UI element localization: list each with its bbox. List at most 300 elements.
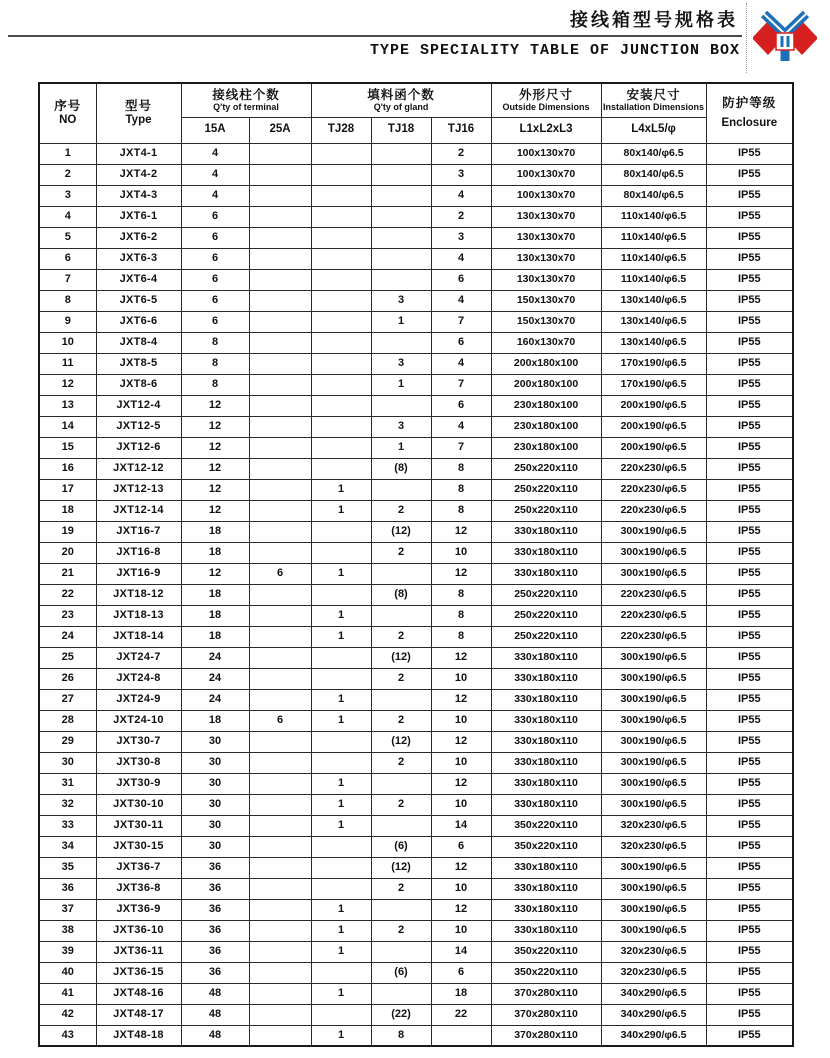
cell-tj16: 12 xyxy=(431,899,491,920)
cell-tj16: 7 xyxy=(431,374,491,395)
cell-enc: IP55 xyxy=(706,227,793,248)
cell-tj28 xyxy=(311,269,371,290)
table-row xyxy=(39,605,793,626)
cell-no: 20 xyxy=(39,542,96,563)
cell-t25a xyxy=(249,626,311,647)
title-divider xyxy=(8,35,742,37)
cell-t15a: 18 xyxy=(181,626,249,647)
cell-no: 37 xyxy=(39,899,96,920)
cell-enc: IP55 xyxy=(706,605,793,626)
table-row xyxy=(39,983,793,1004)
cell-t25a xyxy=(249,668,311,689)
cell-tj16: 8 xyxy=(431,500,491,521)
cell-out: 200x180x100 xyxy=(491,353,601,374)
cell-t25a xyxy=(249,311,311,332)
cell-tj16: 7 xyxy=(431,437,491,458)
cell-t15a: 48 xyxy=(181,1004,249,1025)
cell-t25a xyxy=(249,269,311,290)
cell-out: 250x220x110 xyxy=(491,500,601,521)
cell-type: JXT18-14 xyxy=(96,626,181,647)
cell-tj28 xyxy=(311,248,371,269)
table-row xyxy=(39,521,793,542)
cell-no: 12 xyxy=(39,374,96,395)
cell-type: JXT30-7 xyxy=(96,731,181,752)
cell-t25a xyxy=(249,878,311,899)
cell-t15a: 4 xyxy=(181,164,249,185)
table-row xyxy=(39,458,793,479)
cell-enc: IP55 xyxy=(706,836,793,857)
cell-type: JXT12-5 xyxy=(96,416,181,437)
table-row xyxy=(39,227,793,248)
col-header-install: 安装尺寸 Installation Dimensions xyxy=(601,83,706,117)
table-row xyxy=(39,143,793,164)
cell-tj16: 2 xyxy=(431,206,491,227)
cell-enc: IP55 xyxy=(706,206,793,227)
cell-type: JXT8-5 xyxy=(96,353,181,374)
cell-tj18 xyxy=(371,815,431,836)
cell-type: JXT6-1 xyxy=(96,206,181,227)
cell-type: JXT6-4 xyxy=(96,269,181,290)
cell-t25a xyxy=(249,836,311,857)
cell-t15a: 36 xyxy=(181,857,249,878)
cell-enc: IP55 xyxy=(706,731,793,752)
cell-out: 330x180x110 xyxy=(491,773,601,794)
cell-tj28 xyxy=(311,164,371,185)
cell-enc: IP55 xyxy=(706,626,793,647)
cell-t25a xyxy=(249,773,311,794)
cell-tj16: 8 xyxy=(431,584,491,605)
cell-type: JXT36-9 xyxy=(96,899,181,920)
cell-tj28 xyxy=(311,668,371,689)
cell-tj18: 2 xyxy=(371,500,431,521)
cell-t15a: 18 xyxy=(181,584,249,605)
cell-tj18: (12) xyxy=(371,857,431,878)
cell-ins: 220x230/φ6.5 xyxy=(601,479,706,500)
col-header-15a: 15A xyxy=(181,117,249,143)
cell-no: 39 xyxy=(39,941,96,962)
cell-out: 130x130x70 xyxy=(491,206,601,227)
cell-tj18: 2 xyxy=(371,668,431,689)
cell-out: 330x180x110 xyxy=(491,794,601,815)
cell-tj18 xyxy=(371,605,431,626)
cell-enc: IP55 xyxy=(706,164,793,185)
cell-tj28 xyxy=(311,647,371,668)
spec-table xyxy=(38,82,794,1047)
cell-no: 25 xyxy=(39,647,96,668)
cell-out: 330x180x110 xyxy=(491,710,601,731)
cell-t25a: 6 xyxy=(249,563,311,584)
cell-no: 22 xyxy=(39,584,96,605)
cell-t25a xyxy=(249,164,311,185)
cell-tj16: 10 xyxy=(431,668,491,689)
cell-tj28 xyxy=(311,521,371,542)
cell-tj28 xyxy=(311,416,371,437)
cell-tj28 xyxy=(311,857,371,878)
cell-tj16: 6 xyxy=(431,962,491,983)
cell-out: 230x180x100 xyxy=(491,416,601,437)
cell-tj16: 3 xyxy=(431,227,491,248)
cell-tj18 xyxy=(371,899,431,920)
cell-no: 15 xyxy=(39,437,96,458)
cell-out: 330x180x110 xyxy=(491,689,601,710)
cell-type: JXT4-2 xyxy=(96,164,181,185)
cell-type: JXT24-9 xyxy=(96,689,181,710)
cell-no: 1 xyxy=(39,143,96,164)
table-row xyxy=(39,584,793,605)
table-row xyxy=(39,500,793,521)
cell-ins: 300x190/φ6.5 xyxy=(601,920,706,941)
cell-out: 330x180x110 xyxy=(491,878,601,899)
cell-tj28: 1 xyxy=(311,605,371,626)
cell-no: 26 xyxy=(39,668,96,689)
company-logo xyxy=(746,3,822,73)
cell-enc: IP55 xyxy=(706,899,793,920)
cell-no: 10 xyxy=(39,332,96,353)
cell-tj28: 1 xyxy=(311,920,371,941)
cell-type: JXT24-10 xyxy=(96,710,181,731)
cell-t15a: 24 xyxy=(181,668,249,689)
cell-no: 31 xyxy=(39,773,96,794)
cell-enc: IP55 xyxy=(706,479,793,500)
cell-out: 130x130x70 xyxy=(491,248,601,269)
cell-t15a: 18 xyxy=(181,521,249,542)
cell-ins: 340x290/φ6.5 xyxy=(601,1004,706,1025)
cell-no: 13 xyxy=(39,395,96,416)
cell-tj16 xyxy=(431,1025,491,1046)
cell-no: 19 xyxy=(39,521,96,542)
cell-type: JXT48-17 xyxy=(96,1004,181,1025)
cell-tj28: 1 xyxy=(311,710,371,731)
cell-ins: 220x230/φ6.5 xyxy=(601,605,706,626)
cell-tj18: 8 xyxy=(371,1025,431,1046)
cell-t25a xyxy=(249,857,311,878)
cell-out: 100x130x70 xyxy=(491,164,601,185)
cell-no: 3 xyxy=(39,185,96,206)
cell-t25a xyxy=(249,647,311,668)
cell-t25a xyxy=(249,374,311,395)
cell-tj18: (12) xyxy=(371,521,431,542)
cell-tj18: 2 xyxy=(371,542,431,563)
cell-type: JXT16-7 xyxy=(96,521,181,542)
table-row xyxy=(39,269,793,290)
cell-tj16: 12 xyxy=(431,731,491,752)
cell-out: 230x180x100 xyxy=(491,395,601,416)
cell-ins: 110x140/φ6.5 xyxy=(601,227,706,248)
cell-type: JXT6-6 xyxy=(96,311,181,332)
cell-enc: IP55 xyxy=(706,857,793,878)
cell-t25a xyxy=(249,500,311,521)
cell-no: 9 xyxy=(39,311,96,332)
cell-no: 24 xyxy=(39,626,96,647)
cell-tj28 xyxy=(311,395,371,416)
cell-type: JXT36-7 xyxy=(96,857,181,878)
cell-tj28 xyxy=(311,1004,371,1025)
cell-ins: 340x290/φ6.5 xyxy=(601,1025,706,1046)
cell-tj18: (8) xyxy=(371,458,431,479)
cell-t15a: 12 xyxy=(181,479,249,500)
table-row xyxy=(39,815,793,836)
cell-out: 100x130x70 xyxy=(491,143,601,164)
cell-tj16: 14 xyxy=(431,941,491,962)
cell-enc: IP55 xyxy=(706,521,793,542)
cell-type: JXT36-11 xyxy=(96,941,181,962)
cell-tj16: 7 xyxy=(431,311,491,332)
cell-no: 7 xyxy=(39,269,96,290)
cell-tj18: 2 xyxy=(371,878,431,899)
cell-tj18: 2 xyxy=(371,710,431,731)
cell-t15a: 4 xyxy=(181,185,249,206)
cell-type: JXT36-10 xyxy=(96,920,181,941)
cell-t15a: 30 xyxy=(181,731,249,752)
cell-ins: 220x230/φ6.5 xyxy=(601,500,706,521)
cell-ins: 80x140/φ6.5 xyxy=(601,164,706,185)
cell-no: 21 xyxy=(39,563,96,584)
cell-t25a xyxy=(249,941,311,962)
cell-t15a: 30 xyxy=(181,794,249,815)
cell-out: 330x180x110 xyxy=(491,521,601,542)
cell-out: 130x130x70 xyxy=(491,269,601,290)
cell-tj16: 6 xyxy=(431,395,491,416)
cell-tj18 xyxy=(371,689,431,710)
cell-enc: IP55 xyxy=(706,752,793,773)
cell-no: 23 xyxy=(39,605,96,626)
cell-t25a xyxy=(249,815,311,836)
cell-tj28 xyxy=(311,374,371,395)
cell-ins: 110x140/φ6.5 xyxy=(601,269,706,290)
cell-ins: 80x140/φ6.5 xyxy=(601,143,706,164)
cell-t15a: 18 xyxy=(181,605,249,626)
cell-ins: 200x190/φ6.5 xyxy=(601,416,706,437)
cell-t25a xyxy=(249,920,311,941)
cell-out: 370x280x110 xyxy=(491,983,601,1004)
cell-tj16: 8 xyxy=(431,605,491,626)
cell-out: 350x220x110 xyxy=(491,815,601,836)
cell-no: 36 xyxy=(39,878,96,899)
cell-ins: 300x190/φ6.5 xyxy=(601,668,706,689)
col-header-outside: 外形尺寸 Outside Dimensions xyxy=(491,83,601,117)
cell-t25a xyxy=(249,290,311,311)
cell-enc: IP55 xyxy=(706,290,793,311)
cell-ins: 130x140/φ6.5 xyxy=(601,311,706,332)
cell-out: 250x220x110 xyxy=(491,605,601,626)
cell-out: 130x130x70 xyxy=(491,227,601,248)
cell-tj16: 10 xyxy=(431,920,491,941)
col-header-type: 型号 Type xyxy=(96,83,181,143)
cell-tj18 xyxy=(371,206,431,227)
cell-ins: 130x140/φ6.5 xyxy=(601,332,706,353)
cell-tj18 xyxy=(371,227,431,248)
cell-t25a xyxy=(249,479,311,500)
cell-t25a xyxy=(249,227,311,248)
cell-enc: IP55 xyxy=(706,941,793,962)
cell-t15a: 6 xyxy=(181,227,249,248)
cell-tj28: 1 xyxy=(311,689,371,710)
cell-tj16: 10 xyxy=(431,710,491,731)
page-title-en: TYPE SPECIALITY TABLE OF JUNCTION BOX xyxy=(369,42,740,59)
cell-type: JXT6-5 xyxy=(96,290,181,311)
cell-out: 150x130x70 xyxy=(491,311,601,332)
cell-tj18 xyxy=(371,164,431,185)
table-row xyxy=(39,647,793,668)
cell-t15a: 30 xyxy=(181,815,249,836)
cell-ins: 220x230/φ6.5 xyxy=(601,626,706,647)
table-row xyxy=(39,542,793,563)
cell-tj18 xyxy=(371,248,431,269)
page-title-zh: 接线箱型号规格表 xyxy=(570,10,738,30)
cell-enc: IP55 xyxy=(706,668,793,689)
table-row xyxy=(39,836,793,857)
cell-tj18: (8) xyxy=(371,584,431,605)
cell-tj16: 3 xyxy=(431,164,491,185)
cell-tj28: 1 xyxy=(311,815,371,836)
cell-t15a: 30 xyxy=(181,773,249,794)
cell-ins: 300x190/φ6.5 xyxy=(601,689,706,710)
table-row xyxy=(39,752,793,773)
cell-tj18: 2 xyxy=(371,752,431,773)
cell-enc: IP55 xyxy=(706,374,793,395)
cell-tj16: 12 xyxy=(431,773,491,794)
cell-ins: 300x190/φ6.5 xyxy=(601,899,706,920)
table-row xyxy=(39,731,793,752)
cell-t15a: 12 xyxy=(181,563,249,584)
cell-t25a xyxy=(249,521,311,542)
cell-no: 35 xyxy=(39,857,96,878)
cell-no: 18 xyxy=(39,500,96,521)
cell-no: 43 xyxy=(39,1025,96,1046)
cell-no: 17 xyxy=(39,479,96,500)
cell-type: JXT18-13 xyxy=(96,605,181,626)
col-header-no: 序号 NO xyxy=(39,83,96,143)
cell-enc: IP55 xyxy=(706,1025,793,1046)
cell-out: 330x180x110 xyxy=(491,857,601,878)
table-row xyxy=(39,290,793,311)
cell-type: JXT24-8 xyxy=(96,668,181,689)
cell-enc: IP55 xyxy=(706,1004,793,1025)
cell-t25a xyxy=(249,1004,311,1025)
cell-t15a: 30 xyxy=(181,752,249,773)
cell-enc: IP55 xyxy=(706,920,793,941)
cell-tj28 xyxy=(311,731,371,752)
cell-t25a xyxy=(249,143,311,164)
cell-tj28 xyxy=(311,836,371,857)
cell-ins: 300x190/φ6.5 xyxy=(601,647,706,668)
cell-tj16: 6 xyxy=(431,836,491,857)
cell-out: 330x180x110 xyxy=(491,668,601,689)
table-row xyxy=(39,563,793,584)
table-row xyxy=(39,920,793,941)
cell-tj18: (12) xyxy=(371,731,431,752)
cell-out: 330x180x110 xyxy=(491,752,601,773)
cell-t15a: 36 xyxy=(181,899,249,920)
cell-t25a xyxy=(249,437,311,458)
cell-type: JXT16-8 xyxy=(96,542,181,563)
cell-tj28 xyxy=(311,332,371,353)
table-row xyxy=(39,1004,793,1025)
cell-tj16: 8 xyxy=(431,626,491,647)
table-row xyxy=(39,206,793,227)
cell-enc: IP55 xyxy=(706,584,793,605)
table-row xyxy=(39,1025,793,1046)
cell-tj28 xyxy=(311,437,371,458)
cell-enc: IP55 xyxy=(706,143,793,164)
cell-ins: 170x190/φ6.5 xyxy=(601,374,706,395)
cell-tj16: 10 xyxy=(431,542,491,563)
cell-out: 350x220x110 xyxy=(491,962,601,983)
cell-ins: 320x230/φ6.5 xyxy=(601,941,706,962)
cell-tj18 xyxy=(371,479,431,500)
cell-out: 250x220x110 xyxy=(491,479,601,500)
cell-tj28: 1 xyxy=(311,1025,371,1046)
cell-tj18: (12) xyxy=(371,647,431,668)
table-row xyxy=(39,794,793,815)
cell-t15a: 6 xyxy=(181,248,249,269)
table-row xyxy=(39,941,793,962)
cell-type: JXT30-10 xyxy=(96,794,181,815)
cell-t15a: 8 xyxy=(181,353,249,374)
cell-tj18: 2 xyxy=(371,920,431,941)
cell-tj16: 22 xyxy=(431,1004,491,1025)
cell-type: JXT36-8 xyxy=(96,878,181,899)
cell-tj18: 1 xyxy=(371,437,431,458)
cell-tj16: 12 xyxy=(431,563,491,584)
cell-type: JXT12-14 xyxy=(96,500,181,521)
cell-out: 330x180x110 xyxy=(491,563,601,584)
cell-enc: IP55 xyxy=(706,269,793,290)
cell-tj18: 3 xyxy=(371,290,431,311)
cell-t25a xyxy=(249,395,311,416)
table-row xyxy=(39,311,793,332)
cell-no: 30 xyxy=(39,752,96,773)
cell-t15a: 8 xyxy=(181,332,249,353)
cell-t25a xyxy=(249,206,311,227)
cell-ins: 220x230/φ6.5 xyxy=(601,458,706,479)
cell-t25a xyxy=(249,731,311,752)
cell-ins: 300x190/φ6.5 xyxy=(601,710,706,731)
cell-type: JXT12-4 xyxy=(96,395,181,416)
cell-no: 5 xyxy=(39,227,96,248)
cell-enc: IP55 xyxy=(706,416,793,437)
cell-t15a: 30 xyxy=(181,836,249,857)
cell-ins: 320x230/φ6.5 xyxy=(601,836,706,857)
cell-tj28: 1 xyxy=(311,941,371,962)
cell-enc: IP55 xyxy=(706,395,793,416)
cell-tj28 xyxy=(311,185,371,206)
cell-tj18: (6) xyxy=(371,962,431,983)
cell-tj28: 1 xyxy=(311,563,371,584)
cell-t25a xyxy=(249,752,311,773)
cell-ins: 300x190/φ6.5 xyxy=(601,563,706,584)
cell-out: 330x180x110 xyxy=(491,899,601,920)
cell-out: 370x280x110 xyxy=(491,1004,601,1025)
cell-enc: IP55 xyxy=(706,500,793,521)
cell-tj28: 1 xyxy=(311,794,371,815)
cell-t15a: 6 xyxy=(181,269,249,290)
table-row xyxy=(39,248,793,269)
cell-type: JXT12-6 xyxy=(96,437,181,458)
cell-tj16: 6 xyxy=(431,332,491,353)
cell-tj18 xyxy=(371,563,431,584)
cell-tj28: 1 xyxy=(311,500,371,521)
cell-ins: 200x190/φ6.5 xyxy=(601,437,706,458)
cell-t15a: 6 xyxy=(181,206,249,227)
cell-out: 230x180x100 xyxy=(491,437,601,458)
col-header-tj16: TJ16 xyxy=(431,117,491,143)
table-row xyxy=(39,479,793,500)
spec-table-body xyxy=(39,143,793,1046)
cell-t15a: 36 xyxy=(181,920,249,941)
cell-tj28 xyxy=(311,227,371,248)
cell-tj28 xyxy=(311,206,371,227)
